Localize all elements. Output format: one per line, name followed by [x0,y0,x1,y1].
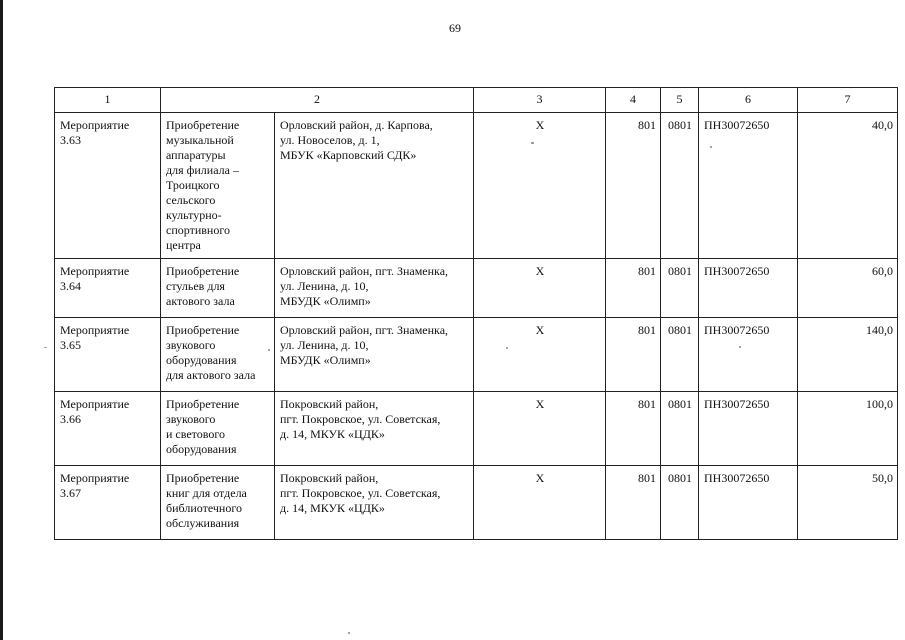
header-col-1: 1 [55,88,161,113]
col3-cell: Х [474,392,606,466]
page-number: 69 [449,21,461,35]
scan-speck [710,146,712,148]
event-cell: Мероприятие 3.64 [55,259,161,318]
col3-cell: Х [474,466,606,540]
col5-cell: 0801 [661,318,699,392]
table-row [55,113,898,259]
description-cell: Приобретение стульев для актового зала [161,259,275,318]
col4-cell: 801 [606,259,661,318]
col4-cell: 801 [606,392,661,466]
header-col-7: 7 [798,88,898,113]
col3-cell: Х [474,113,606,259]
scan-speck [531,142,534,144]
address-cell: Орловский район, пгт. Знаменка, ул. Ленина, д. 10, МБУДК «Олимп» [275,259,474,318]
col7-cell: 40,0 [798,113,898,259]
col4-cell: 801 [606,113,661,259]
table-row [55,318,898,392]
header-col-4: 4 [606,88,661,113]
event-cell: Мероприятие 3.66 [55,392,161,466]
description-cell: Приобретение звукового оборудования для актового зала [161,318,275,392]
col7-cell: 100,0 [798,392,898,466]
col7-cell: 60,0 [798,259,898,318]
col4-cell: 801 [606,466,661,540]
col7-cell: 140,0 [798,318,898,392]
col6-cell: ПН30072650 [699,259,798,318]
table-row [55,466,898,540]
col6-cell: ПН30072650 [699,318,798,392]
event-cell: Мероприятие 3.63 [55,113,161,259]
address-cell: Покровский район, пгт. Покровское, ул. Советская, д. 14, МКУК «ЦДК» [275,392,474,466]
scan-speck [739,346,741,348]
col5-cell: 0801 [661,113,699,259]
description-cell: Приобретение звукового и светового оборудования [161,392,275,466]
scan-speck [506,347,508,349]
header-col-5: 5 [661,88,699,113]
address-cell: Орловский район, пгт. Знаменка, ул. Ленина, д. 10, МБУДК «Олимп» [275,318,474,392]
description-cell: Приобретение книг для отдела библиотечного обслуживания [161,466,275,540]
address-cell: Орловский район, д. Карпова, ул. Новоселов, д. 1, МБУК «Карповский СДК» [275,113,474,259]
event-cell: Мероприятие 3.67 [55,466,161,540]
header-row [55,88,898,113]
scan-speck [348,632,350,634]
col3-cell: Х [474,318,606,392]
col6-cell: ПН30072650 [699,466,798,540]
col5-cell: 0801 [661,466,699,540]
scan-speck [268,349,270,351]
table-row [55,259,898,318]
table-row [55,392,898,466]
header-col-2: 2 [161,88,474,113]
col5-cell: 0801 [661,259,699,318]
col6-cell: ПН30072650 [699,392,798,466]
address-cell: Покровский район, пгт. Покровское, ул. Советская, д. 14, МКУК «ЦДК» [275,466,474,540]
event-cell: Мероприятие 3.65 [55,318,161,392]
scan-speck [44,347,47,348]
scan-edge [0,0,3,640]
col3-cell: Х [474,259,606,318]
col7-cell: 50,0 [798,466,898,540]
col6-cell: ПН30072650 [699,113,798,259]
col4-cell: 801 [606,318,661,392]
description-cell: Приобретение музыкальной аппаратуры для филиала – Троицкого сельского культурно- спортивного центра [161,113,275,259]
budget-table [54,87,898,540]
header-col-6: 6 [699,88,798,113]
header-col-3: 3 [474,88,606,113]
col5-cell: 0801 [661,392,699,466]
